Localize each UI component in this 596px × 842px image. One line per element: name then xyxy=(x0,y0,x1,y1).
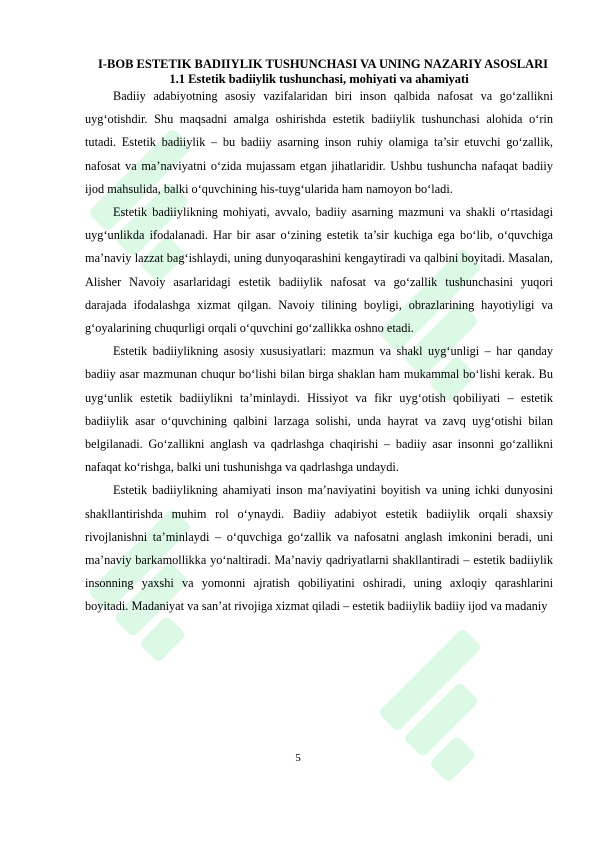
section-title: 1.1 Estetik badiiylik tushunchasi, mohiyati va ahamiyati xyxy=(169,72,469,86)
paragraph-1: Badiiy adabiyotning asosiy vazifalaridan biri inson qalbida nafosat va go‘zallikni uyg‘otishdir. Shu maqsadni amalga oshirishda estetik badiiylik tushunchasi alohida o‘rin tutadi. Estetik badiiylik – bu badiiy asarning inson ruhiy olamiga ta’sir etuvchi go‘zallik, nafosat va ma’naviyatni o‘zida mujassam etgan jihatlaridir. Ushbu tushuncha nafaqat badiiy ijod mahsulida, balki o‘quvchining his-tuyg‘ularida ham namoyon bo‘ladi. xyxy=(85,89,553,196)
paragraph-2: Estetik badiiylikning mohiyati, avvalo, badiiy asarning mazmuni va shakli o‘rtasidagi uyg‘unlikda ifodalanadi. Har bir asar o‘zining estetik ta’sir kuchiga ega bo‘lib, o‘quvchiga ma’naviy lazzat bag‘ishlaydi, uning dunyoqarashini kengaytiradi va qalbini boyitadi. Masalan, Alisher Navoiy asarlaridagi estetik badiiylik nafosat va go‘zallik tushunchasini yuqori darajada ifodalashga xizmat qilgan. Navoiy tilining boyligi, obrazlarining hayotiyligi va g‘oyalarining chuqurligi orqali o‘quvchini go‘zallikka oshno etadi. xyxy=(85,205,553,336)
page-number: 5 xyxy=(295,752,301,764)
document-body xyxy=(85,57,553,619)
chapter-title: I-BOB ESTETIK BADIIYLIK TUSHUNCHASI VA UNING NAZARIY ASOSLARI xyxy=(97,57,548,71)
paragraph-3: Estetik badiiylikning asosiy xususiyatlari: mazmun va shakl uyg‘unligi – har qanday badiiy asar mazmunan chuqur bo‘lishi bilan birga shaklan ham mukammal bo‘lishi kerak. Bu uyg‘unlik estetik badiiylikni ta’minlaydi. Hissiyot va fikr uyg‘otish qobiliyati – estetik badiiylik asar o‘quvchining qalbini larzaga solishi, unda hayrat va zavq uyg‘otishi bilan belgilanadi. Go‘zallikni anglash va qadrlashga chaqirishi – badiiy asar insonni go‘zallikni nafaqat ko‘rishga, balki uni tushunishga va qadrlashga undaydi. xyxy=(85,344,553,475)
paragraph-4: Estetik badiiylikning ahamiyati inson ma’naviyatini boyitish va uning ichki dunyosini shakllantirishda muhim rol o‘ynaydi. Badiiy adabiyot estetik badiiylik orqali shaxsiy rivojlanishni ta’minlaydi – o‘quvchiga go‘zallik va nafosatni anglash imkonini beradi, uni ma’naviy barkamollikka yo‘naltiradi. Ma’naviy qadriyatlarni shakllantiradi – estetik badiiylik insonning yaxshi va yomonni ajratish qobiliyatini oshiradi, uning axloqiy qarashlarini boyitadi. Madaniyat va san’at rivojiga xizmat qiladi – estetik badiiylik badiiy ijod va madaniy xyxy=(85,483,553,614)
